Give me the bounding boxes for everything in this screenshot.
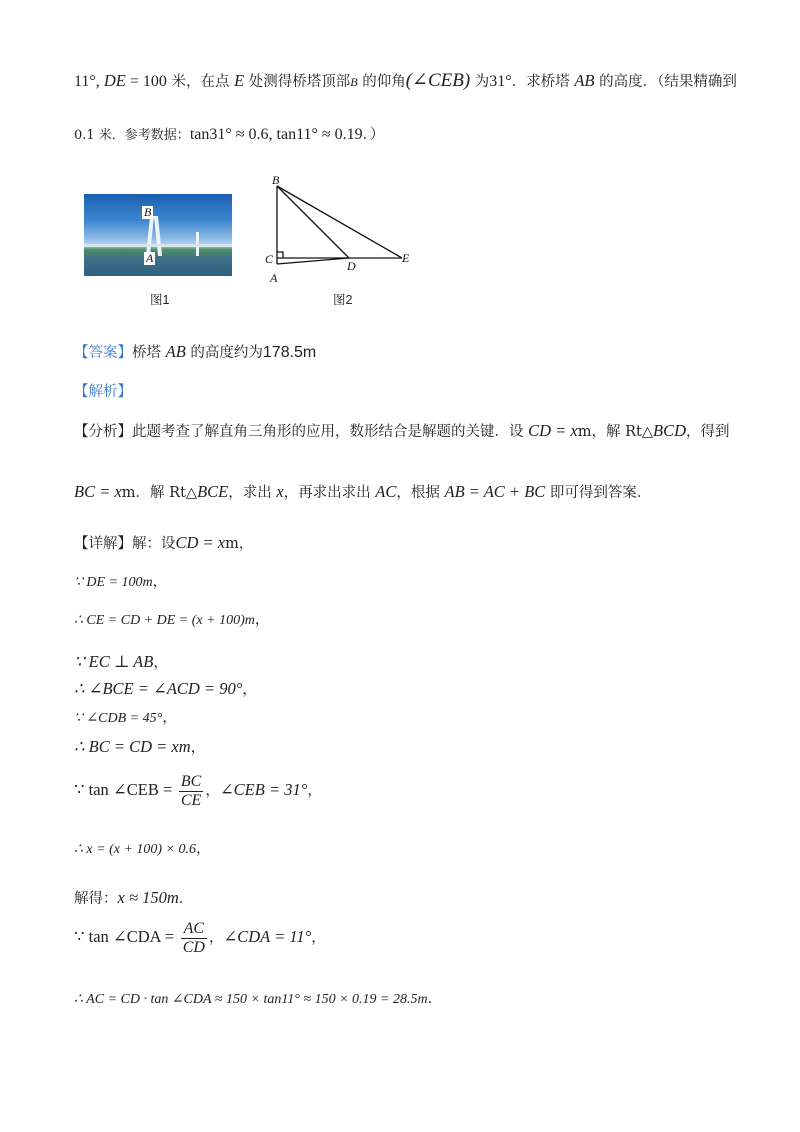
math-expr: ∵ tan ∠CEB = (74, 780, 173, 799)
detail-step-12 (74, 988, 442, 1011)
math-bce: BCE (197, 482, 229, 501)
problem-text: = 100 (125, 73, 167, 90)
problem-text: ．） (362, 127, 385, 143)
math-expr: ∴ BC = CD = xm (74, 737, 191, 756)
detail-text: m， (225, 536, 254, 552)
math-expr: ∵ tan ∠CDA = (74, 927, 175, 946)
math-expr: CD = x (175, 533, 226, 552)
analysis-tag: 【解析】 (74, 384, 132, 400)
detail-step-2 (74, 571, 167, 594)
detail-step-5 (74, 678, 257, 701)
fraction-denominator: CE (180, 791, 202, 809)
math-expr: ∴ ∠BCE = ∠ACD = 90° (74, 679, 243, 698)
detail-step-11 (74, 915, 326, 960)
math-de: DE (103, 71, 126, 90)
photo-label-b: B (144, 205, 152, 219)
detail-text: ， (242, 682, 257, 698)
fenxi-text: ，求出 (228, 485, 277, 501)
figure-2-caption: 图2 (333, 293, 353, 307)
fenxi-text: ，再求出求出 (283, 485, 376, 501)
math-x: x (276, 482, 284, 501)
fenxi-line-2 (74, 481, 651, 504)
math-expr: ∴ AC = CD · tan ∠CDA ≈ 150 × tan11° ≈ 150 × 0.19 = 28.5m (74, 992, 428, 1007)
math-expr: ∴ x = (x + 100) × 0.6 (74, 842, 197, 857)
analysis-heading (74, 381, 132, 403)
fraction-numerator: BC (180, 772, 202, 790)
photo-label-a: A (146, 251, 154, 265)
math-ab: AB (165, 342, 186, 361)
detail-step-10 (74, 887, 193, 910)
detail-text: ， (152, 574, 168, 590)
fenxi-text: ，根据 (396, 485, 445, 501)
detail-text: ． (178, 891, 194, 907)
detail-text: ， (208, 930, 224, 946)
detail-step-9 (74, 838, 211, 861)
detail-text: 解：设 (132, 536, 176, 552)
fenxi-text: 此题考查了解直角三角形的应用，数形结合是解题的关键．设 (132, 424, 529, 440)
fenxi-line-1 (74, 420, 730, 443)
problem-line-2 (74, 124, 384, 147)
figure-2-diagram (262, 172, 422, 290)
fraction-numerator: AC (181, 920, 207, 939)
problem-text: 的仰角 (357, 74, 406, 90)
math-cd-eq-x: CD = x (528, 421, 578, 440)
problem-text: ．求桥塔 (511, 74, 575, 90)
answer-text: 的高度约为 (185, 345, 263, 361)
segment-ad (277, 258, 349, 264)
detail-tag: 【详解】 (74, 536, 132, 552)
detail-text: ， (196, 841, 211, 857)
detail-text: ， (311, 930, 326, 946)
problem-text: 的高度．（结果精确到 (594, 74, 737, 90)
math-bcd: BCD (653, 421, 687, 440)
fenxi-text: m．解 Rt△ (121, 485, 198, 501)
detail-step-7 (74, 736, 205, 759)
math-expr: ∵ DE = 100m (74, 575, 153, 590)
detail-step-8 (74, 768, 322, 813)
fenxi-text: 即可得到答案． (545, 485, 652, 501)
math-angle-ceb: (∠CEB) (405, 70, 471, 91)
answer-tag: 【答案】 (74, 345, 132, 361)
detail-text: ， (153, 655, 168, 671)
fenxi-text: m，解 Rt△ (577, 424, 654, 440)
answer-text: 桥塔 (132, 345, 166, 361)
fraction-denominator: CD (182, 938, 205, 956)
problem-text: 0.1 米．参考数据： (74, 128, 190, 143)
detail-text: ， (205, 783, 220, 799)
point-a: A (270, 271, 278, 285)
point-d: D (347, 259, 356, 273)
fenxi-tag: 【分析】 (74, 424, 132, 440)
math-expr: ∴ CE = CD + DE = (x + 100)m (74, 613, 255, 628)
fraction-ac-cd (181, 920, 207, 957)
detail-step-3 (74, 609, 269, 632)
math-expr: ∵ EC ⊥ AB (74, 652, 154, 671)
problem-line-1 (74, 70, 737, 93)
math-bc-eq-x: BC = x (74, 482, 122, 501)
problem-text: 为 (470, 74, 490, 90)
detail-text: 解得： (74, 891, 118, 907)
detail-step-6 (74, 707, 177, 730)
math-ab-eq: AB = AC + BC (444, 482, 546, 501)
math-reference-data: tan31° ≈ 0.6, tan11° ≈ 0.19 (189, 126, 363, 143)
segment-be (277, 186, 402, 258)
detail-step-4 (74, 651, 168, 674)
math-expr: ∵ ∠CDB = 45° (74, 711, 163, 726)
problem-text: 11°, (74, 73, 104, 90)
detail-text: ， (254, 612, 270, 628)
math-e: E (234, 71, 245, 90)
detail-text: ， (190, 740, 206, 756)
answer-line (74, 341, 316, 364)
math-b: B (350, 75, 358, 89)
figure-1-photo (84, 194, 232, 276)
figure-1-caption: 图1 (150, 293, 170, 307)
detail-text: ， (307, 783, 322, 799)
math-ab: AB (574, 71, 595, 90)
problem-text: 米，在点 (166, 74, 235, 90)
point-b: B (272, 173, 280, 187)
answer-value: 178.5m (262, 344, 317, 361)
point-c: C (265, 252, 274, 266)
point-e: E (402, 251, 410, 265)
problem-text: 处测得桥塔顶部 (244, 74, 351, 90)
math-expr: ∠CEB = 31° (219, 780, 308, 799)
fraction-bc-ce (179, 773, 203, 810)
math-expr: ∠CDA = 11° (223, 927, 312, 946)
detail-step-1 (74, 532, 253, 555)
math-31deg: 31° (489, 73, 512, 90)
fenxi-text: ，得到 (686, 424, 730, 440)
right-angle-mark (277, 252, 283, 258)
math-expr: x ≈ 150m (117, 888, 179, 907)
detail-text: ， (162, 710, 177, 726)
detail-text: ． (427, 991, 443, 1007)
math-ac: AC (375, 482, 397, 501)
